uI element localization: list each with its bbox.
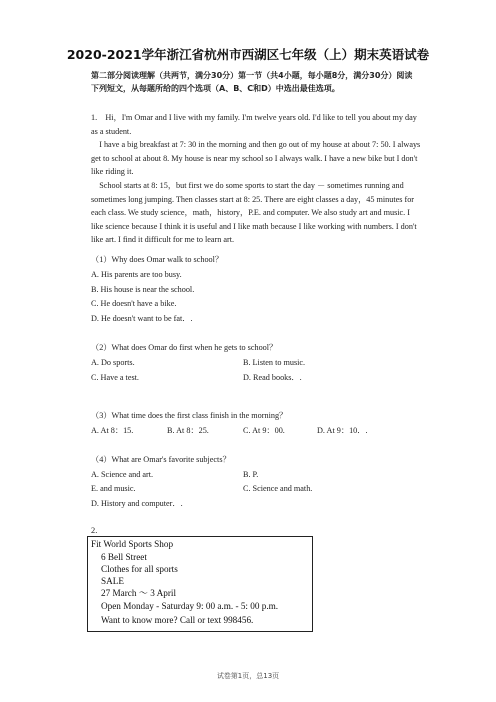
question-2-option-d[interactable]: D. Read books．. <box>243 373 302 382</box>
question-2-stem: （2）What does Omar do first when he gets to school？ <box>91 343 278 352</box>
question-1-stem: （1）Why does Omar walk to school？ <box>91 255 224 264</box>
question-3-stem: （3）What time does the first class finish in the morning？ <box>91 411 288 420</box>
opening-hours: Open Monday - Saturday 9: 00 a.m. - 5: 00 p.m. <box>101 601 279 611</box>
question-1-option-d[interactable]: D. He doesn't want to be fat．. <box>91 314 193 323</box>
shop-slogan: Clothes for all sports <box>101 564 178 574</box>
question-3-option-c[interactable]: C. At 9：00. <box>243 426 285 435</box>
question-3-option-a[interactable]: A. At 8：15. <box>91 426 134 435</box>
passage-2-number: 2. <box>91 526 98 535</box>
sale-heading: SALE <box>101 576 124 586</box>
sale-notice-box <box>87 536 313 632</box>
question-2-option-a[interactable]: A. Do sports. <box>91 358 135 367</box>
question-4-stem: （4）What are Omar's favorite subjects？ <box>91 455 231 464</box>
shop-address: 6 Bell Street <box>101 552 147 562</box>
question-1-option-a[interactable]: A. His parents are too busy. <box>91 270 182 279</box>
passage-intro: 1. Hi，I'm Omar and I live with my family. I'm twelve years old. I'd like to tell you about my day as a student. <box>91 113 417 136</box>
sale-dates: 27 March ～ 3 April <box>101 588 177 598</box>
question-2-option-c[interactable]: C. Have a test. <box>91 373 139 382</box>
contact-info: Want to know more? Call or text 998456. <box>101 615 254 625</box>
passage-breakfast: I have a big breakfast at 7: 30 in the morning and then go out of my house at about 7: 50. I always get to school at about 8. My house is near my school so I always walk. I have a new bike but I don't like riding it. <box>91 140 421 177</box>
page-title: 2020-2021学年浙江省杭州市西湖区七年级（上）期末英语试卷 <box>66 47 430 62</box>
passage-paragraph-1 <box>91 111 421 247</box>
question-2-option-b[interactable]: B. Listen to music. <box>243 358 306 367</box>
page-footer: 试卷第1页，总13页 <box>216 672 280 680</box>
shop-name: Fit World Sports Shop <box>91 539 174 549</box>
question-3-option-b[interactable]: B. At 8：25. <box>167 426 209 435</box>
question-3-option-d[interactable]: D. At 9：10．. <box>317 426 368 435</box>
question-4-option-e[interactable]: E. and music. <box>91 484 136 493</box>
question-4-option-a[interactable]: A. Science and art. <box>91 470 154 479</box>
question-1-option-b[interactable]: B. His house is near the school. <box>91 285 195 294</box>
question-4-option-d[interactable]: D. History and computer．. <box>91 499 183 508</box>
section-instructions: 第二部分阅读理解（共两节，满分30分）第一节（共4小题，每小题8分，满分30分）阅读下列短文，从每题所给的四个选项（A、B、C和D）中选出最佳选项。 <box>91 71 413 93</box>
passage-school-day: School starts at 8: 15，but first we do some sports to start the day － sometimes running and sometimes long jumping. Then classes start at 8: 25. There are eight classes a day，45 minutes for each class. We study science，math，history，P.E. and computer. We also study art and music. I like science because I think it is useful and I like math because I like working with numbers. I don't like art. I find it difficult for me to learn art. <box>91 180 417 245</box>
question-4-option-c[interactable]: C. Science and math. <box>243 484 313 493</box>
question-4-option-b[interactable]: B. P. <box>243 470 259 479</box>
question-1-option-c[interactable]: C. He doesn't have a bike. <box>91 299 177 308</box>
